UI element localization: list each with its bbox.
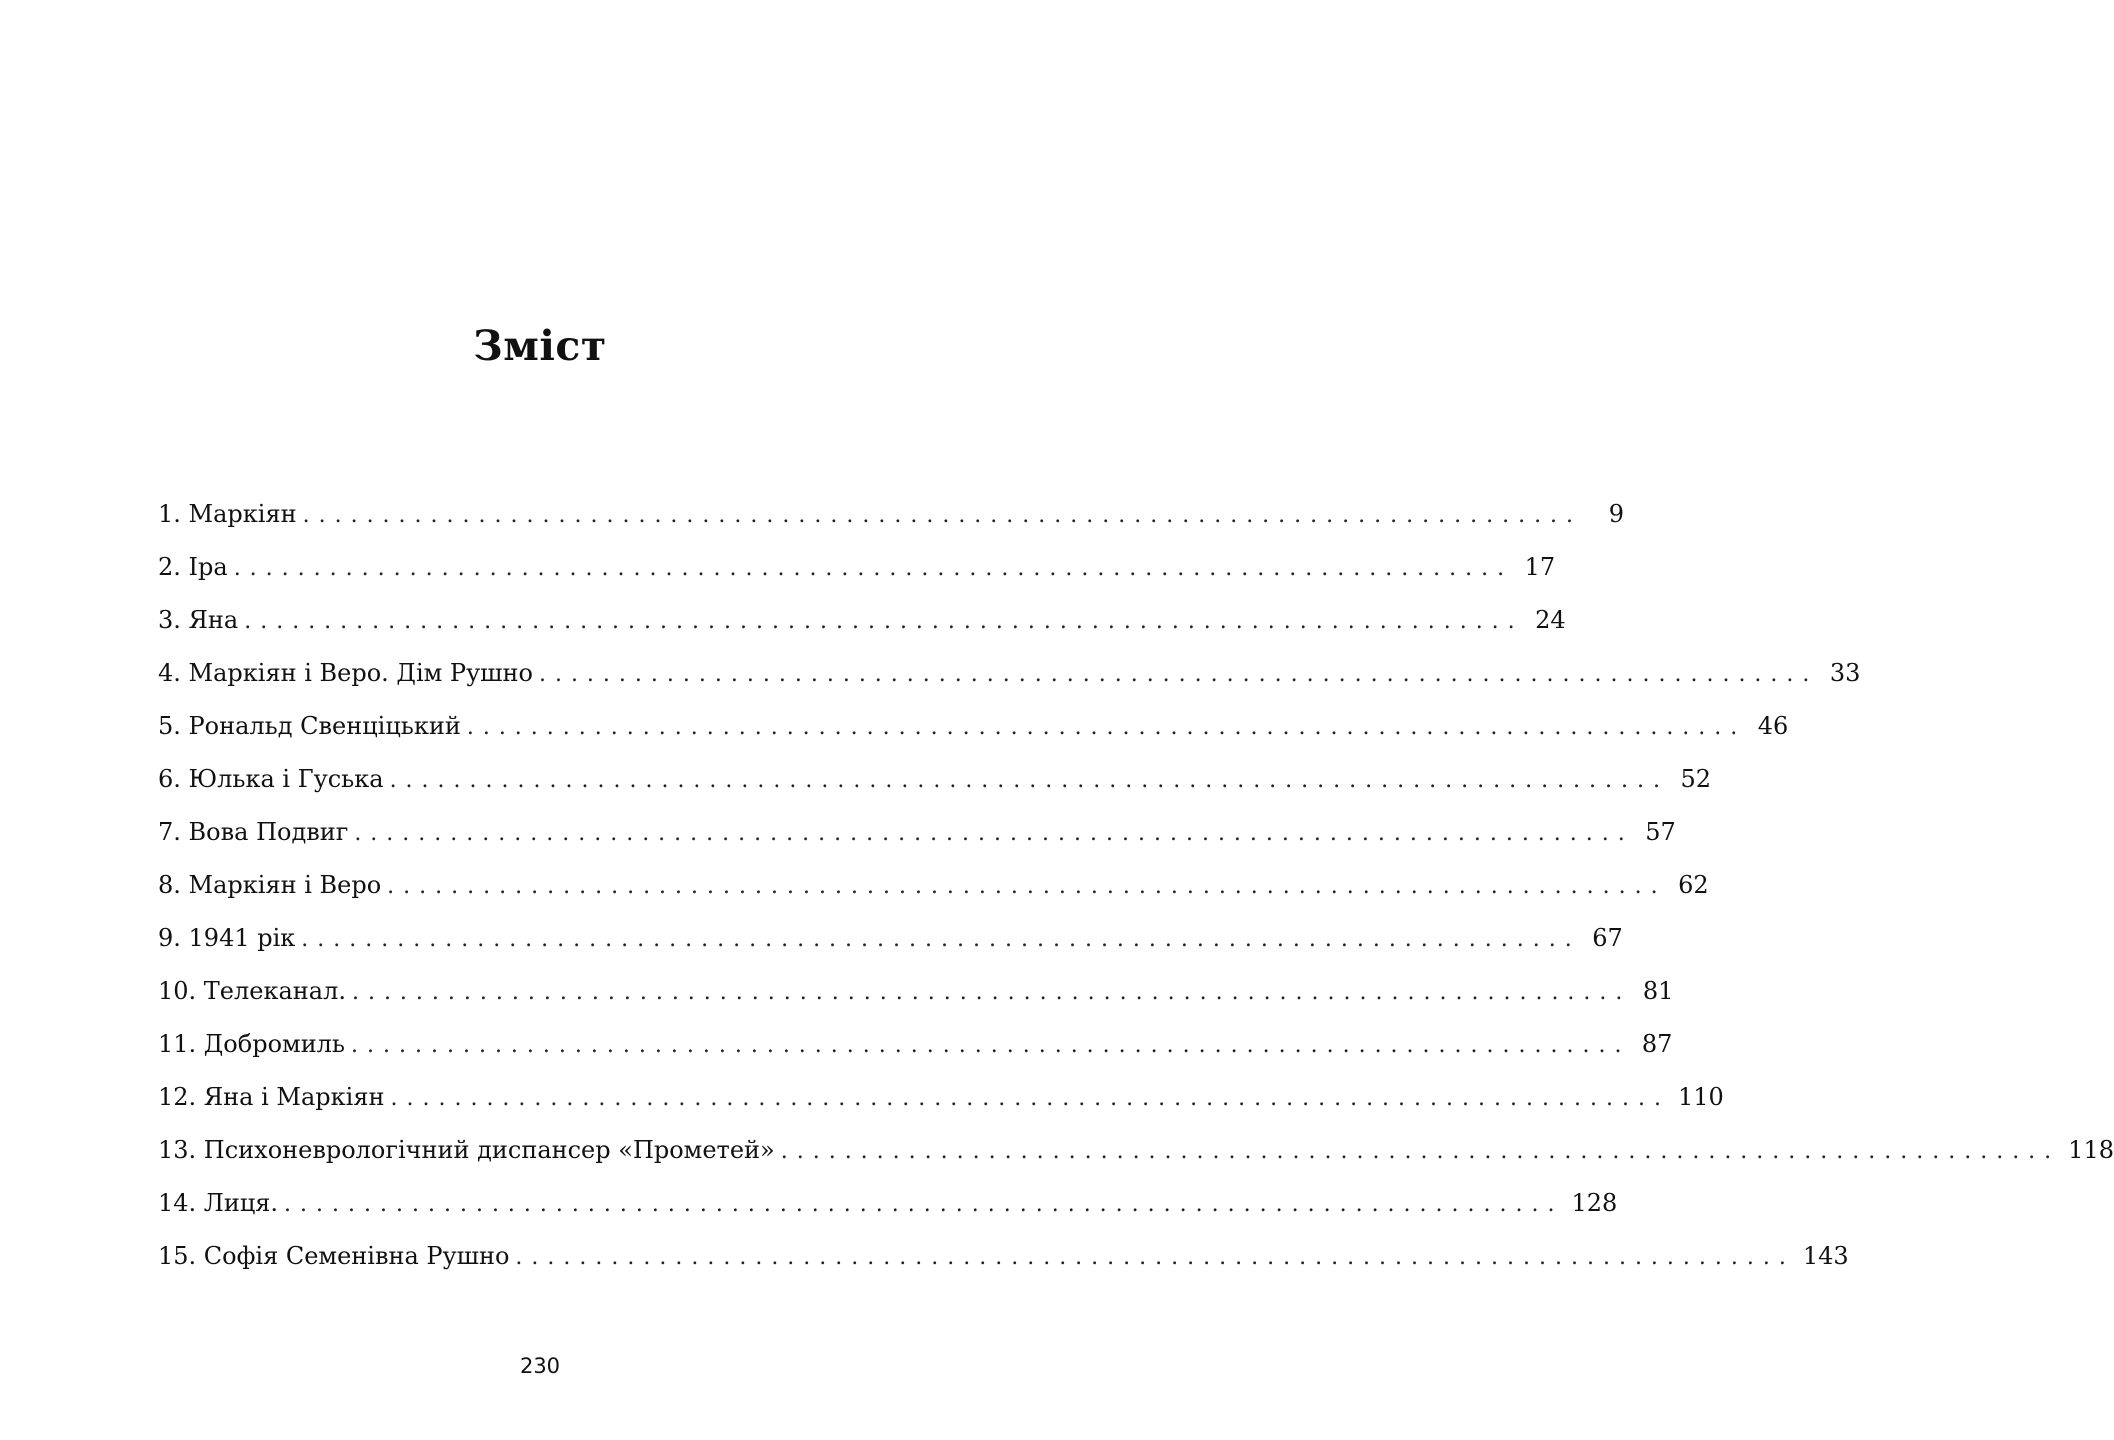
- page-title: Зміст: [473, 322, 607, 370]
- dot-leader: ................................................................................: [351, 980, 1632, 1005]
- dot-leader: ................................................................................: [233, 556, 1514, 581]
- toc-entry: [158, 765, 1712, 818]
- toc-entry: [158, 1030, 1673, 1083]
- toc-entry: [158, 871, 1709, 924]
- toc-entry-page: 17: [1524, 553, 1556, 581]
- toc-entry-title: 11. Добромиль: [158, 1030, 345, 1058]
- toc-entry-page: 9: [1608, 500, 1625, 528]
- toc-entry: [158, 1189, 1618, 1242]
- dot-leader: ................................................................................: [515, 1245, 1795, 1270]
- toc-entry: [158, 977, 1674, 1030]
- toc-entry: [158, 1242, 1849, 1295]
- dot-leader: ................................................................................: [466, 715, 1747, 740]
- toc-entry-title: 7. Вова Подвиг: [158, 818, 349, 846]
- toc-entry-page: 52: [1680, 765, 1712, 793]
- toc-entry: [158, 1136, 2114, 1189]
- toc-entry-title: 5. Рональд Свенціцький: [158, 712, 461, 740]
- toc-entry-page: 118: [2068, 1136, 2114, 1164]
- toc-entry-title: 12. Яна і Маркіян: [158, 1083, 385, 1111]
- dot-leader: ................................................................................: [390, 1086, 1670, 1111]
- table-of-contents: [158, 500, 2114, 1295]
- toc-entry-page: 33: [1829, 659, 1861, 687]
- dot-leader: ................................................................................: [780, 1139, 2061, 1164]
- toc-entry-title: 2. Іра: [158, 553, 228, 581]
- toc-entry-title: 1. Маркіян: [158, 500, 297, 528]
- dot-leader: ................................................................................: [387, 874, 1667, 899]
- toc-entry: [158, 1083, 1724, 1136]
- toc-entry-page: 87: [1641, 1030, 1673, 1058]
- dot-leader: ................................................................................: [389, 768, 1670, 793]
- toc-entry-page: 24: [1535, 606, 1566, 634]
- toc-entry-page: 62: [1678, 871, 1709, 899]
- dot-leader: ................................................................................: [301, 927, 1581, 952]
- toc-entry-title: 9. 1941 рік: [158, 924, 296, 952]
- toc-entry-title: 6. Юлька і Гуська: [158, 765, 384, 793]
- toc-entry: [158, 500, 1625, 553]
- toc-entry-title: 15. Софія Семенівна Рушно: [158, 1242, 510, 1270]
- toc-entry-title: 14. Лиця.: [158, 1189, 279, 1217]
- toc-entry-title: 13. Психоневрологічний диспансер «Прометей»: [158, 1136, 775, 1164]
- toc-entry-page: 81: [1642, 977, 1674, 1005]
- dot-leader: ................................................................................: [302, 503, 1583, 528]
- toc-entry-title: 10. Телеканал.: [158, 977, 346, 1005]
- toc-entry: [158, 606, 1566, 659]
- toc-entry: [158, 818, 1676, 871]
- toc-entry: [158, 553, 1556, 606]
- toc-entry-title: 4. Маркіян і Веро. Дім Рушно: [158, 659, 533, 687]
- dot-leader: ................................................................................: [351, 1033, 1631, 1058]
- dot-leader: ................................................................................: [354, 821, 1634, 846]
- toc-entry-page: 143: [1802, 1242, 1849, 1270]
- toc-entry-page: 128: [1571, 1189, 1618, 1217]
- dot-leader: ................................................................................: [538, 662, 1819, 687]
- toc-entry-title: 8. Маркіян і Веро: [158, 871, 382, 899]
- toc-entry-page: 110: [1677, 1083, 1724, 1111]
- toc-entry-page: 46: [1757, 712, 1789, 740]
- dot-leader: ................................................................................: [284, 1192, 1564, 1217]
- toc-entry: [158, 924, 1623, 977]
- page-number: 230: [519, 1354, 561, 1378]
- toc-entry: [158, 659, 1861, 712]
- toc-entry: [158, 712, 1789, 765]
- toc-entry-page: 67: [1592, 924, 1623, 952]
- toc-entry-page: 57: [1645, 818, 1676, 846]
- dot-leader: ................................................................................: [244, 609, 1524, 634]
- toc-entry-title: 3. Яна: [158, 606, 239, 634]
